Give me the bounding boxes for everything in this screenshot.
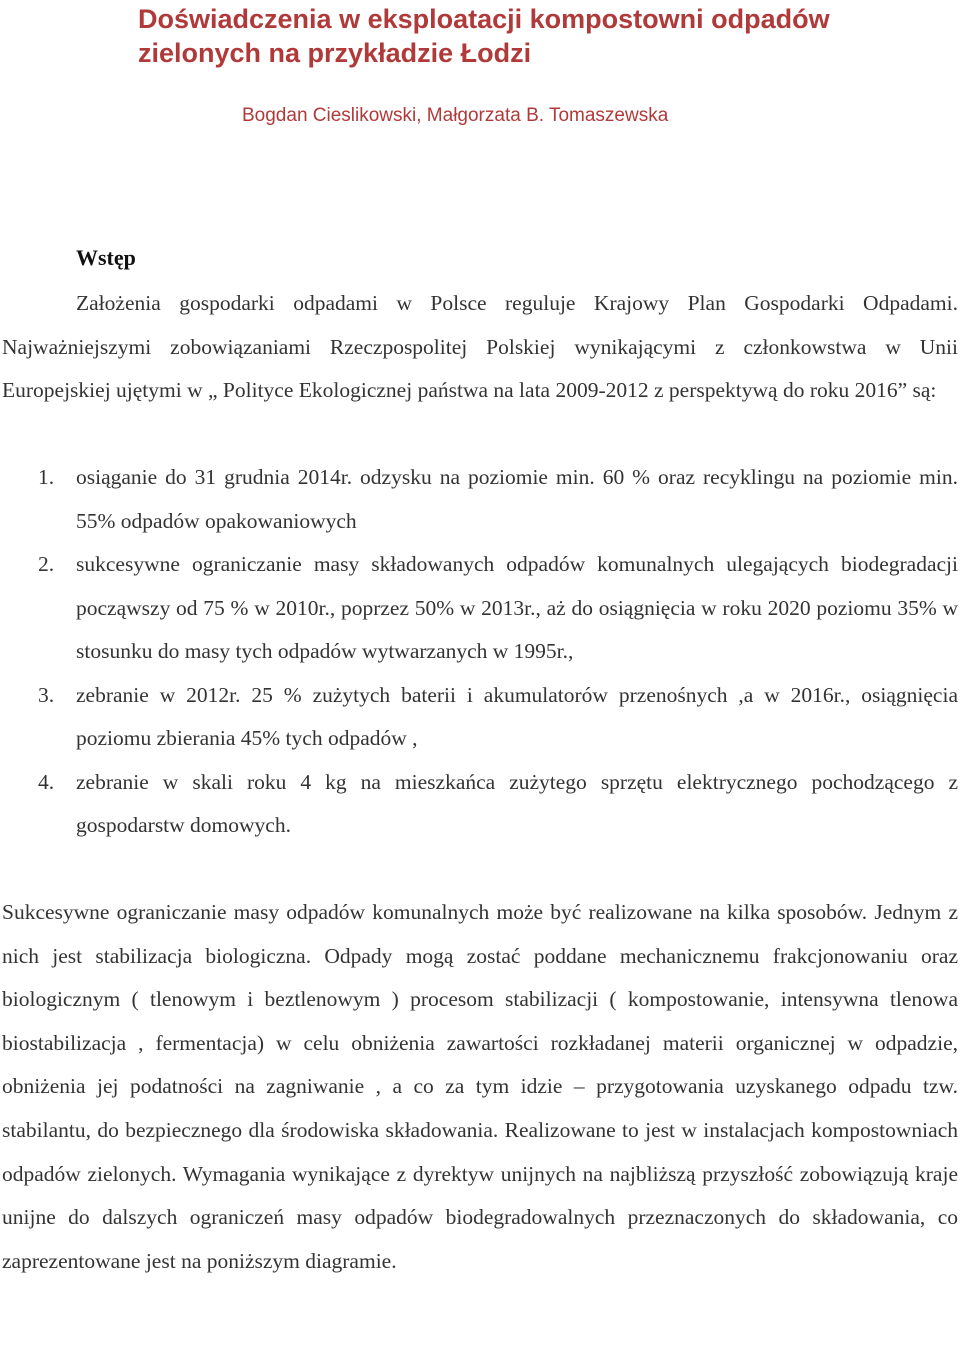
list-item-number: 1.: [38, 465, 55, 489]
list-item-text: osiąganie do 31 grudnia 2014r. odzysku na poziomie min. 60 % oraz recyklingu na poziomie min. 55% odpadów opakowaniowych: [76, 465, 958, 533]
list-item: [2, 761, 958, 848]
authors: Bogdan Cieslikowski, Małgorzata B. Tomaszewska: [242, 105, 669, 126]
title-line-1: Doświadczenia w eksploatacji kompostowni odpadów: [138, 4, 830, 34]
list-item: [2, 674, 958, 761]
list-item-text: zebranie w skali roku 4 kg na mieszkańca zużytego sprzętu elektrycznego pochodzącego z gospodarstw domowych.: [76, 769, 958, 837]
obligations-list: [2, 456, 958, 848]
list-item-text: zebranie w 2012r. 25 % zużytych baterii i akumulatorów przenośnych ,a w 2016r., osiągnięcia poziomu zbierania 45% tych odpadów ,: [76, 682, 958, 750]
section-heading: Wstęp: [76, 245, 136, 270]
list-item-number: 3.: [38, 682, 55, 707]
main-paragraph: Sukcesywne ograniczanie masy odpadów komunalnych może być realizowane na kilka sposobów. Jednym z nich jest stabilizacja biologiczna. Odpady mogą zostać poddane mechanicznemu frakcjonowaniu oraz biologicznym ( tlenowym i beztlenowym ) procesom stabilizacji ( kompostowanie, intensywna tlenowa biostabilizacja , fermentacja) w celu obniżenia zawartości rozkładanej materii organicznej w odpadzie, obniżenia jej podatności na zagniwanie , a co za tym idzie – przygotowania uzyskanego odpadu tzw. stabilantu, do bezpiecznego dla środowiska składowania. Realizowane to jest w instalacjach kompostowniach odpadów zielonych. Wymagania wynikające z dyrektyw unijnych na najbliższą przyszłość zobowiązują kraje unijne do dalszych ograniczeń masy odpadów biodegradowalnych przeznaczonych do składowania, co zaprezentowane jest na poniższym diagramie.: [2, 900, 958, 1273]
list-item-number: 2.: [38, 552, 55, 576]
list-item-number: 4.: [38, 769, 55, 794]
list-item: [2, 543, 958, 674]
list-item-text: sukcesywne ograniczanie masy składowanych odpadów komunalnych ulegających biodegradacji począwszy od 75 % w 2010r., poprzez 50% w 2013r., aż do osiągnięcia w roku 2020 poziomu 35% w stosunku do masy tych odpadów wytwarzanych w 1995r.,: [76, 552, 958, 663]
list-item: [2, 456, 958, 543]
intro-paragraph: Założenia gospodarki odpadami w Polsce reguluje Krajowy Plan Gospodarki Odpadami. Najważniejszymi zobowiązaniami Rzeczpospolitej Polskiej wynikającymi z członkowstwa w Unii Europejskiej ujętymi w „ Polityce Ekologicznej państwa na lata 2009-2012 z perspektywą do roku 2016” są:: [2, 291, 958, 402]
document-title: [138, 2, 938, 70]
title-line-2: zielonych na przykładzie Łodzi: [138, 38, 532, 68]
